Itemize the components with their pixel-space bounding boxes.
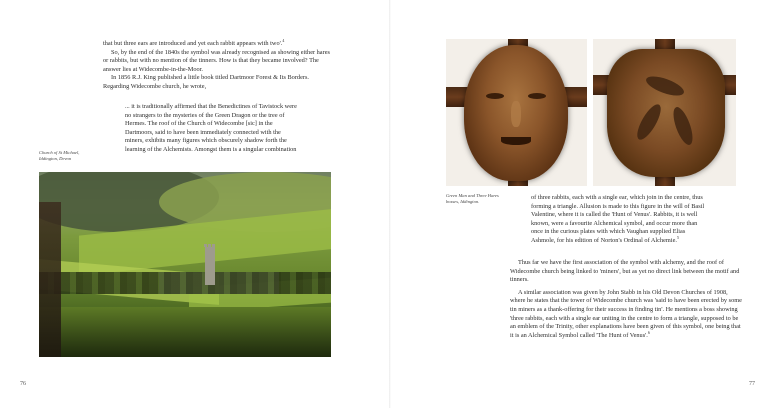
quote-line: once in the curious plates with which Vaughan supplied Elias <box>531 228 686 236</box>
page-gutter <box>389 0 391 408</box>
quote-line: forming a triangle. Allusion is made to this figure in the will of Basil <box>531 202 705 210</box>
right-block-quote <box>531 194 746 246</box>
left-paragraph-3: In 1856 R.J. King published a little book titled Dartmoor Forest & Its Borders. Regarding Widecombe church, he wrote, <box>103 74 309 90</box>
quote-line: known, were a favourite Alchemical symbol, and occur more than <box>531 219 698 227</box>
quote-line: miners, exhibits many figures which obscurely shadow forth the <box>125 137 287 145</box>
right-page-number: 77 <box>749 381 755 387</box>
left-photo-caption: Church of St Michael, Iddington, Devon <box>39 150 80 161</box>
widecombe-landscape-photo <box>39 172 331 357</box>
left-paragraph-2: So, by the end of the 1840s the symbol was already recognised as showing either hares or rabbits, but with no mention of the tinners. How is that they became involved? The answer lies at Widecombe-in-the-Moor. <box>103 48 330 73</box>
right-photo-caption: Green Man and Three Hares bosses, Iddington. <box>446 193 499 204</box>
church-tower <box>205 247 215 285</box>
quote-line: Ashmole, for his edition of Norton's Ordinal of Alchemie.$^5$ <box>531 234 679 244</box>
quote-line: of three rabbits, each with a single ear, which join in the centre, thus <box>531 194 703 201</box>
quote-line: learning of the Alchemists. Amongst them is a singular combination <box>125 145 297 153</box>
quote-line: no strangers to the mysteries of the Green Dragon or the tree of <box>125 111 285 119</box>
quote-line: Valentine, where it is called the 'Hunt of Venus'. Rabbits, it is well <box>531 211 698 219</box>
three-hares-boss-photo <box>593 39 736 186</box>
left-page-body <box>103 37 331 92</box>
quote-line: Hermes. The roof of the Church of Widecombe [sic] in the <box>125 120 273 128</box>
right-paragraph-1: Thus far we have the first association of the symbol with alchemy, and the roof of Widecombe church being linked to 'miners', but as yet no direct link between the motif and tinners. <box>510 259 740 284</box>
quote-line: Dartmoors, said to have been immediately connected with the <box>125 128 281 136</box>
right-paragraph-2: A similar association was given by John Stabb in his Old Devon Churches of 1908, where he states that the tower of Widecombe church was 'said to have been erected by some tin miners as a thank-offering for their success in finding tin'. He mentions a boss showing 'three rabbits, each with a single ear uniting in the centre to form a triangle, supposed to be an emblem of the Trinity, other explanations have been given of this symbol, one being that it is an Alchemical Symbol called 'The Hunt of Venus'.$^6$ <box>510 288 742 339</box>
left-block-quote <box>125 103 335 155</box>
left-page-number: 76 <box>20 381 26 387</box>
left-paragraph-1: that but three ears are introduced and yet each rabbit appears with two'.$^4$ <box>103 37 285 47</box>
right-page-body <box>510 259 742 340</box>
quote-line: ... it is traditionally affirmed that the Benedictines of Tavistock were <box>125 103 297 110</box>
green-man-boss-photo <box>446 39 587 186</box>
